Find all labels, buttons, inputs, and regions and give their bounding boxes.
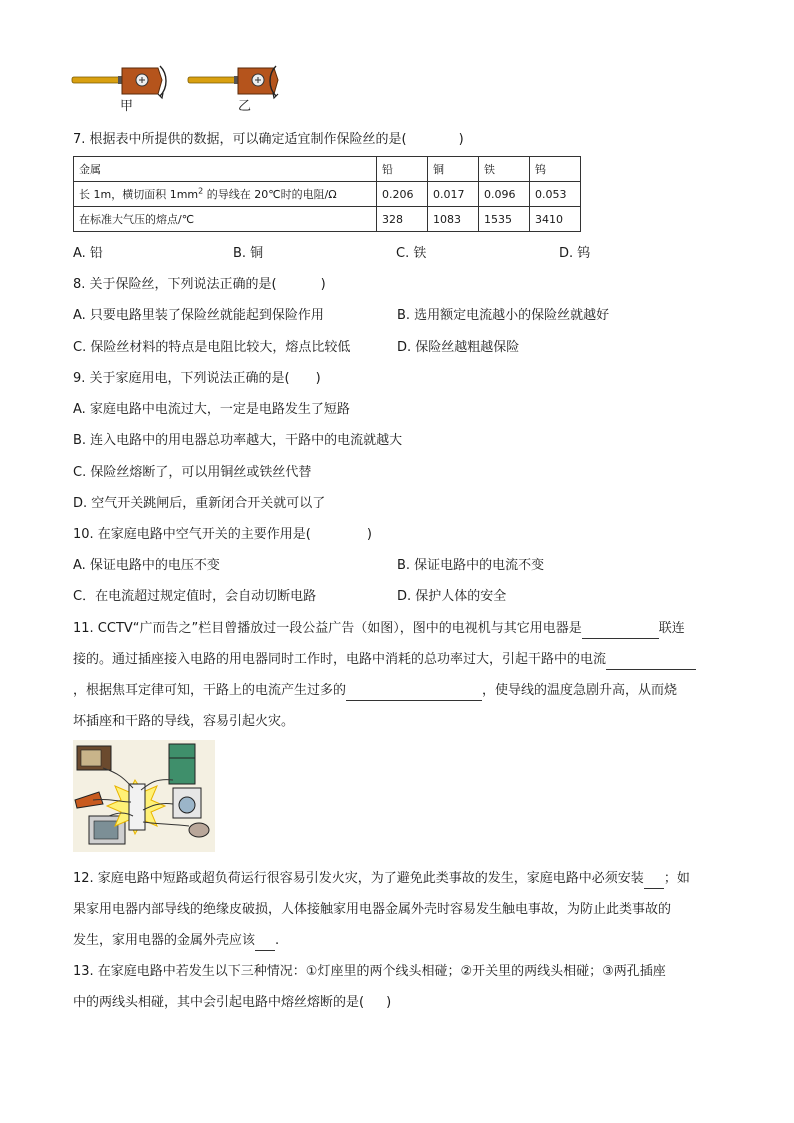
table-cell: 铁 <box>478 157 529 182</box>
table-cell: 铅 <box>376 157 427 182</box>
table-cell: 3410 <box>529 207 580 232</box>
q8-option-c[interactable]: C. 保险丝材料的特点是电阻比较大，熔点比较低 <box>73 340 351 355</box>
q8-option-b[interactable]: B. 选用额定电流越小的保险丝就越好 <box>397 308 610 323</box>
q12-blank-1[interactable] <box>644 874 664 889</box>
q10-option-c[interactable]: C．在电流超过规定值时，会自动切断电路 <box>73 589 317 604</box>
q10-option-a[interactable]: A. 保证电路中的电压不变 <box>73 558 220 573</box>
terminal-figure-yi <box>188 66 278 98</box>
q12-blank-2[interactable] <box>255 936 275 951</box>
q10-stem: 10. 在家庭电路中空气开关的主要作用是( ) <box>73 527 372 542</box>
q12-line-2: 果家用电器内部导线的绝缘皮破损，人体接触家用电器金属外壳时容易发生触电事故，为防止此类事故的 <box>73 902 672 917</box>
table-row <box>74 182 581 207</box>
q11-line-1: 11. CCTV“广而告之”栏目曾播放过一段公益广告（如图），图中的电视机与其它用电器是 联连 <box>73 619 685 639</box>
table-cell: 0.206 <box>376 182 427 207</box>
table-cell: 在标准大气压的熔点/℃ <box>74 207 377 232</box>
q7-option-b[interactable]: B. 铜 <box>233 246 264 261</box>
q7-option-c[interactable]: C. 铁 <box>396 246 427 261</box>
q12-line-3: 发生，家用电器的金属外壳应该 . <box>73 931 279 951</box>
q11-line-2: 接的。通过插座接入电路的用电器同时工作时，电路中消耗的总功率过大，引起干路中的电流 <box>73 650 696 670</box>
q9-option-b[interactable]: B. 连入电路中的用电器总功率越大，干路中的电流就越大 <box>73 433 403 448</box>
table-cell: 金属 <box>74 157 377 182</box>
q11-blank-3[interactable] <box>346 686 482 701</box>
q7-stem: 7. 根据表中所提供的数据，可以确定适宜制作保险丝的是( ) <box>73 132 464 147</box>
q10-option-b[interactable]: B. 保证电路中的电流不变 <box>397 558 545 573</box>
table-cell: 1535 <box>478 207 529 232</box>
table-cell: 1083 <box>427 207 478 232</box>
overloaded-socket-illustration <box>73 740 215 852</box>
wire-terminal-figure <box>70 62 290 114</box>
q9-option-d[interactable]: D. 空气开关跳闸后，重新闭合开关就可以了 <box>73 496 326 511</box>
q9-option-c[interactable]: C. 保险丝熔断了，可以用铜丝或铁丝代替 <box>73 465 312 480</box>
q11-blank-2[interactable] <box>606 655 696 670</box>
table-cell: 铜 <box>427 157 478 182</box>
q11-line-3: ，根据焦耳定律可知，干路上的电流产生过多的 ，使导线的温度急剧升高，从而烧 <box>73 681 677 701</box>
q8-stem: 8. 关于保险丝，下列说法正确的是( ) <box>73 277 326 292</box>
q8-option-d[interactable]: D. 保险丝越粗越保险 <box>397 340 520 355</box>
terminal-figure-jia <box>72 66 166 98</box>
q11-line-4: 坏插座和干路的导线，容易引起火灾。 <box>73 714 295 729</box>
figure-label-yi: 乙 <box>238 99 252 114</box>
q12-line-1: 12. 家庭电路中短路或超负荷运行很容易引发火灾，为了避免此类事故的发生，家庭电路中必须安装 ；如 <box>73 869 690 889</box>
q9-option-a[interactable]: A. 家庭电路中电流过大，一定是电路发生了短路 <box>73 402 350 417</box>
q11-blank-1[interactable] <box>582 624 659 639</box>
q8-option-a[interactable]: A. 只要电路里装了保险丝就能起到保险作用 <box>73 308 324 323</box>
figure-label-jia: 甲 <box>120 99 134 114</box>
q9-stem: 9. 关于家庭用电，下列说法正确的是( ) <box>73 371 321 386</box>
table-cell: 328 <box>376 207 427 232</box>
q7-option-a[interactable]: A. 铅 <box>73 246 103 261</box>
table-cell: 0.053 <box>529 182 580 207</box>
table-cell: 钨 <box>529 157 580 182</box>
table-row <box>74 157 581 182</box>
q7-option-d[interactable]: D. 钨 <box>559 246 591 261</box>
q10-option-d[interactable]: D. 保护人体的安全 <box>397 589 507 604</box>
table-cell: 0.017 <box>427 182 478 207</box>
table-cell: 0.096 <box>478 182 529 207</box>
table-row <box>74 207 581 232</box>
q13-line-1: 13. 在家庭电路中若发生以下三种情况：①灯座里的两个线头相碰；②开关里的两线头相碰；③两孔插座 <box>73 964 666 979</box>
metal-data-table <box>73 156 581 232</box>
table-cell: 长 1m，横切面积 $1mm^2$ 的导线在 20℃时的电阻/Ω <box>74 182 377 207</box>
q13-line-2: 中的两线头相碰，其中会引起电路中熔丝熔断的是( ) <box>73 995 392 1010</box>
